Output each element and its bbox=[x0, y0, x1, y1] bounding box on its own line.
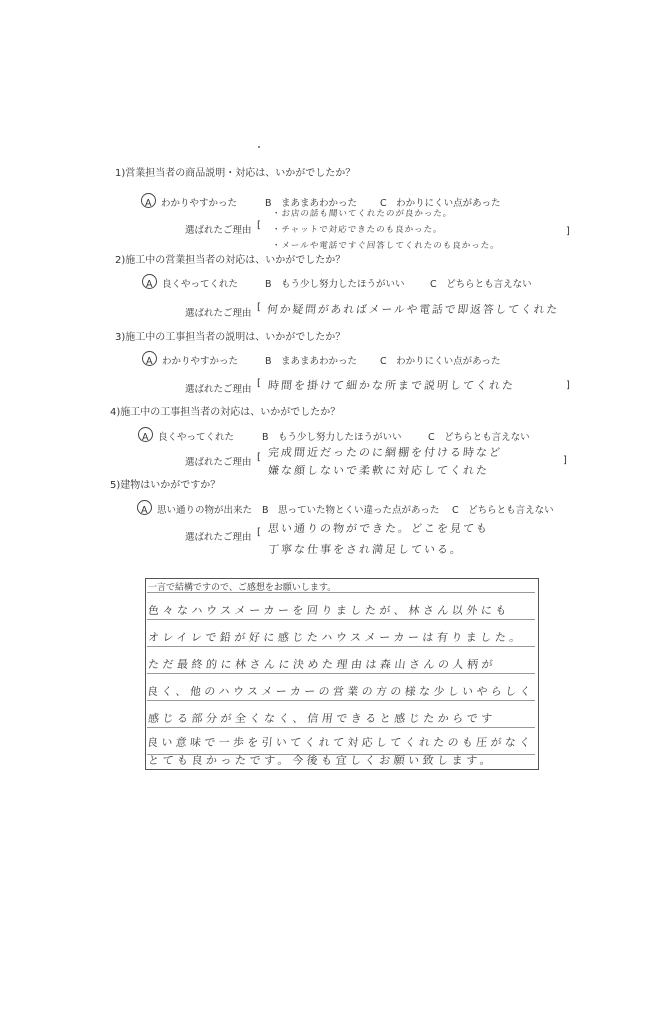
q1-reason-line: ・チャットで対応できたのも良かった。 bbox=[271, 225, 444, 235]
q4-reason-line: 嫌な顔しないで柔軟に対応してくれた bbox=[267, 464, 490, 477]
q4-reason-line: 完成間近だったのに網棚を付ける時など bbox=[267, 446, 503, 459]
q4-reason-label: 選ばれたご理由 bbox=[185, 457, 252, 468]
comment-line: 良く、他のハウスメーカーの営業の方の様な少しいやらしく bbox=[146, 685, 535, 698]
comment-rule bbox=[147, 673, 535, 674]
comment-line: ただ最終的に林さんに決めた理由は森山さんの人柄が bbox=[147, 658, 497, 671]
question-1: 1)営業担当者の商品説明・対応は、いかがでしたか？ bbox=[115, 168, 356, 179]
question-3: 3)施工中の工事担当者の説明は、いかがでしたか？ bbox=[115, 332, 346, 343]
q3-option-b: B まあまあわかった bbox=[265, 356, 358, 367]
q5-option-a: A 思い通りの物が出来た bbox=[141, 505, 252, 516]
comment-rule bbox=[147, 727, 535, 728]
q4-option-c: C どちらとも言えない bbox=[428, 432, 530, 443]
q5-option-b: B 思っていた物とくい違った点があった bbox=[262, 505, 440, 516]
comment-rule bbox=[147, 592, 535, 593]
close-bracket: ] bbox=[566, 226, 570, 237]
q3-reason-line: 時間を掛けて細かな所まで説明してくれた bbox=[267, 379, 516, 392]
q2-option-b: B もう少し努力したほうがいい bbox=[265, 279, 405, 290]
scan-speck bbox=[258, 146, 260, 148]
comment-line: とても良かったです。今後も宜しくお願い致します。 bbox=[147, 754, 495, 767]
comment-rule bbox=[147, 619, 535, 620]
comment-line: オレイレで鉛が好に感じたハウスメーカーは有りました。 bbox=[147, 631, 525, 644]
q2-reason-label: 選ばれたご理由 bbox=[185, 308, 252, 319]
close-bracket: ] bbox=[566, 380, 570, 391]
q4-option-b: B もう少し努力したほうがいい bbox=[262, 432, 402, 443]
comment-line: 感じる部分が全くなく、信用できると感じたからです bbox=[147, 712, 497, 725]
q1-reason-line: ・お店の話も聞いてくれたのが良かった。 bbox=[271, 209, 453, 219]
question-5: 5)建物はいかがですか？ bbox=[110, 480, 221, 491]
q3-reason-label: 選ばれたご理由 bbox=[185, 384, 252, 395]
comment-line: 色々なハウスメーカーを回りましたが、林さん以外にも bbox=[147, 604, 511, 617]
close-bracket: ] bbox=[563, 455, 567, 466]
comment-rule bbox=[147, 646, 535, 647]
open-bracket: [ bbox=[257, 527, 261, 538]
q5-reason-line: 思い通りの物ができた。どこを見ても bbox=[267, 522, 490, 535]
q1-option-a: A わかりやすかった bbox=[145, 198, 237, 209]
q3-option-a: A わかりやすかった bbox=[146, 356, 238, 367]
q1-reason-line: ・メールや電話ですぐ回答してくれたのも良かった。 bbox=[271, 241, 501, 251]
open-bracket: [ bbox=[257, 452, 261, 463]
q1-reason-label: 選ばれたご理由 bbox=[185, 225, 252, 236]
q2-reason-line: 何か疑問があればメールや電話で即返答してくれた bbox=[266, 303, 560, 316]
q5-reason-label: 選ばれたご理由 bbox=[185, 532, 252, 543]
q5-option-c: C どちらとも言えない bbox=[452, 505, 554, 516]
question-2: 2)施工中の営業担当者の対応は、いかがでしたか？ bbox=[115, 255, 346, 266]
q4-option-a: A 良くやってくれた bbox=[142, 432, 234, 443]
q3-option-c: C わかりにくい点があった bbox=[380, 356, 501, 367]
comment-line: 良い意味で一歩を引いてくれて対応してくれたのも圧がなく bbox=[146, 736, 535, 749]
comment-rule bbox=[147, 700, 535, 701]
q1-option-b: B まあまあわかった bbox=[265, 198, 358, 209]
comment-heading: 一言で結構ですので、ご感想をお願いします。 bbox=[148, 583, 337, 593]
open-bracket: [ bbox=[257, 302, 261, 313]
q5-reason-line: 丁寧な仕事をされ満足している。 bbox=[267, 543, 464, 556]
open-bracket: [ bbox=[257, 378, 261, 389]
open-bracket: [ bbox=[257, 220, 261, 231]
question-4: 4)施工中の工事担当者の対応は、いかがでしたか？ bbox=[110, 407, 341, 418]
q2-option-c: C どちらとも言えない bbox=[430, 279, 532, 290]
q1-option-c: C わかりにくい点があった bbox=[380, 198, 501, 209]
q2-option-a: A 良くやってくれた bbox=[146, 279, 238, 290]
